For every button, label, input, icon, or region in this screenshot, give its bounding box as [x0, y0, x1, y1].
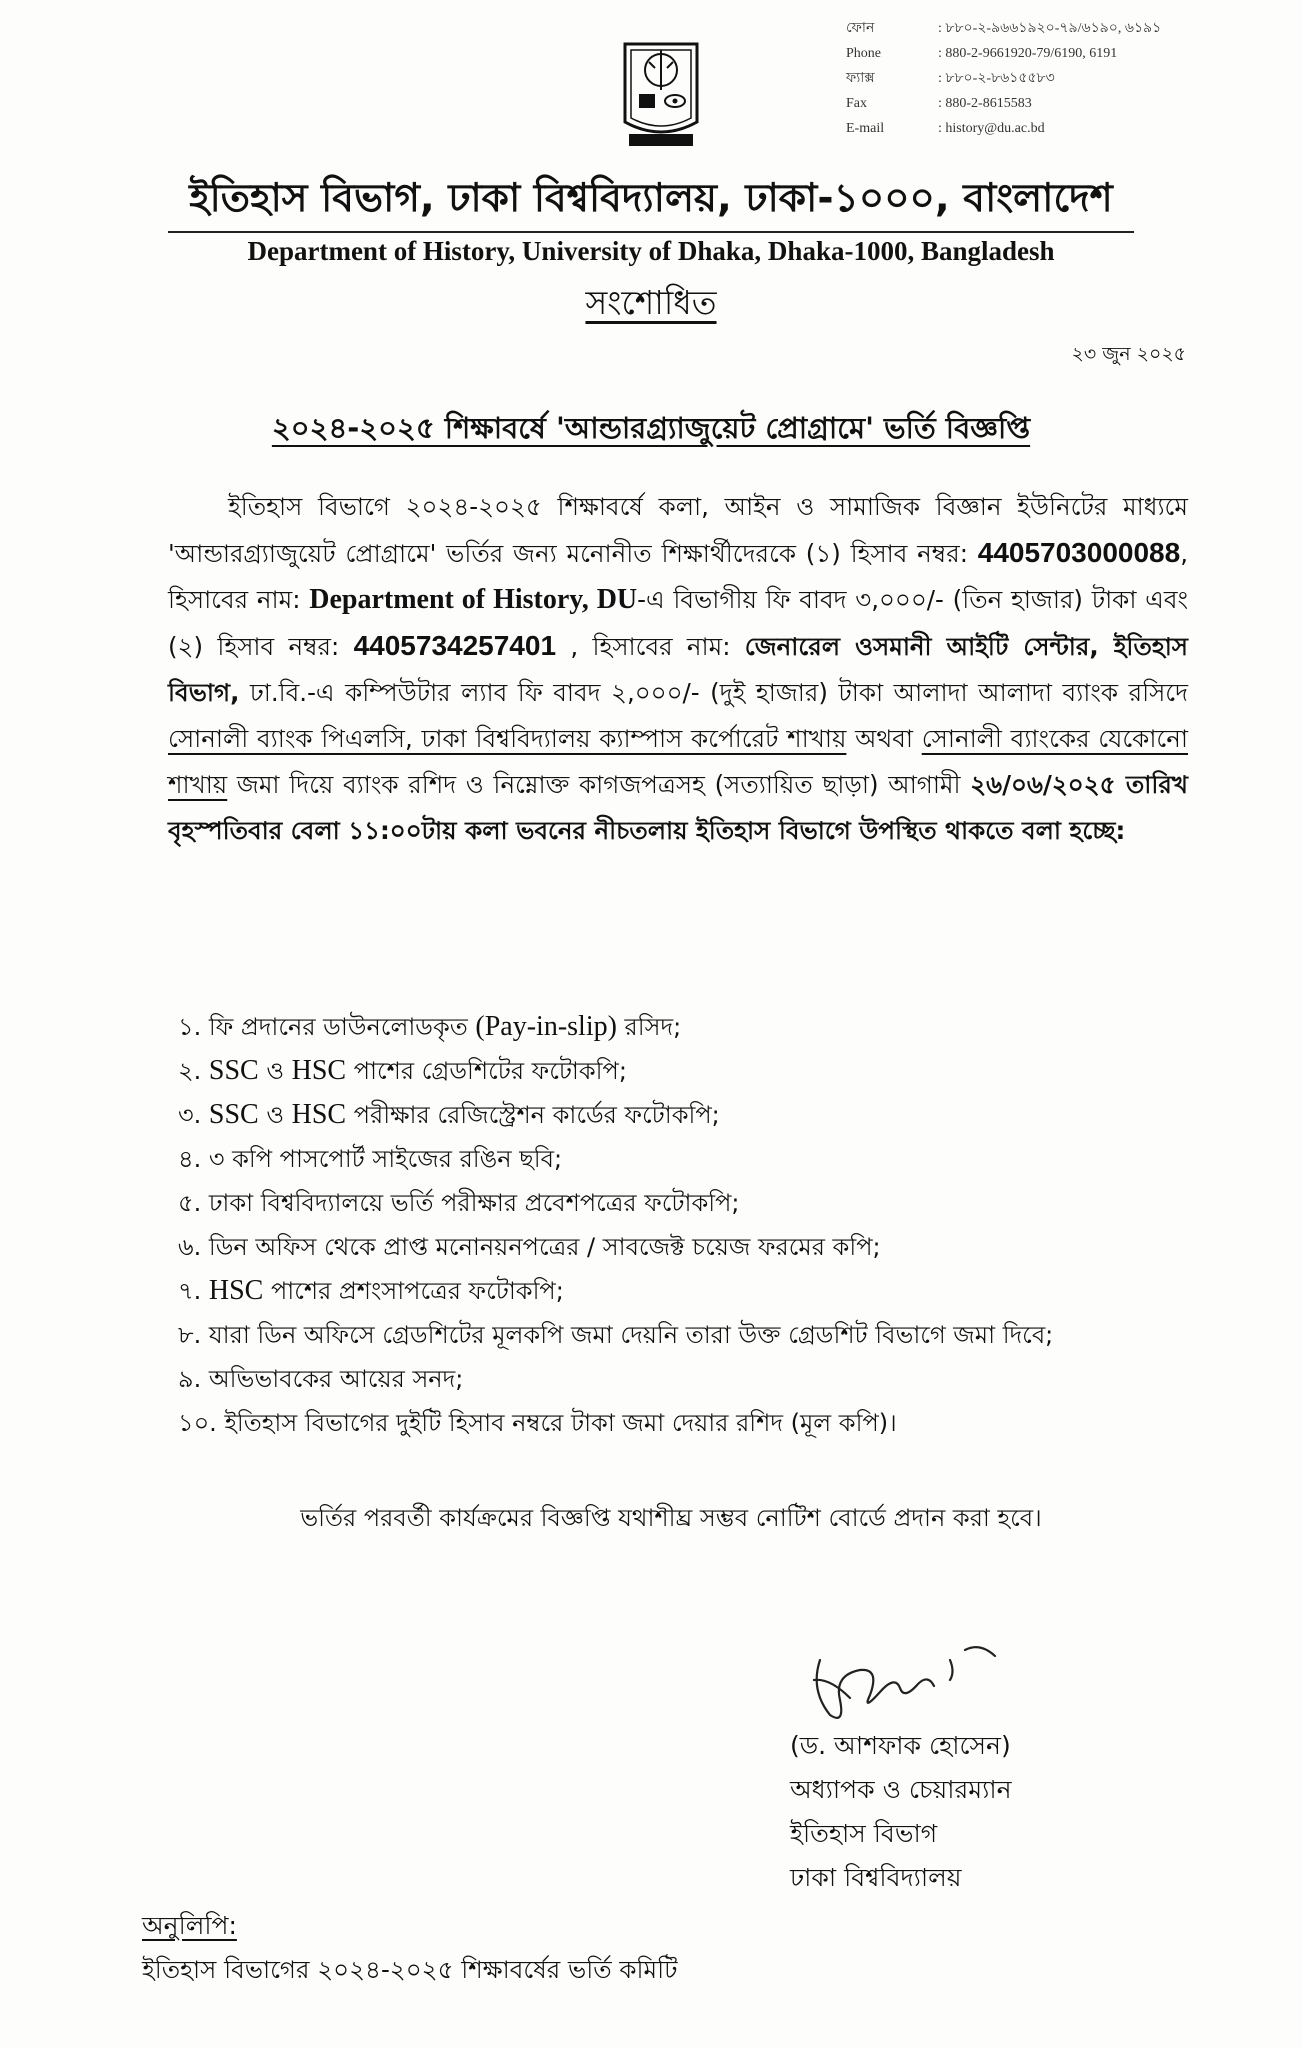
list-item: ৮. যারা ডিন অফিসে গ্রেডশিটের মূলকপি জমা দেয়নি তারা উক্ত গ্রেডশিট বিভাগে জমা দিবে; [178, 1321, 1054, 1349]
signatory-name: (ড. আশফাক হোসেন) [790, 1731, 1011, 1760]
department-title-en: Department of History, University of Dhaka, Dhaka-1000, Bangladesh [247, 236, 1055, 266]
list-item: ২. SSC ও HSC পাশের গ্রেডশিটের ফটোকপি; [178, 1055, 627, 1086]
contact-row: Fax : 880-2-8615583 [846, 96, 1032, 111]
notice-body [168, 484, 1188, 854]
revised-label: সংশোধিত [585, 283, 717, 322]
signatory-university: ঢাকা বিশ্ববিদ্যালয় [790, 1863, 962, 1892]
signature-icon [800, 1620, 1030, 1730]
notice-date: ২৩ জুন ২০২৫ [1071, 343, 1186, 365]
list-item: ৫. ঢাকা বিশ্ববিদ্যালয়ে ভর্তি পরীক্ষার প্রবেশপত্রের ফটোকপি; [178, 1189, 740, 1217]
account-number-1: 4405703000088 [977, 537, 1181, 568]
university-logo-icon [615, 38, 707, 150]
copy-to-label: অনুলিপি: [142, 1911, 237, 1940]
list-item: ৩. SSC ও HSC পরীক্ষার রেজিস্ট্রেশন কার্ডের ফটোকপি; [178, 1099, 720, 1130]
contact-row: ফ্যাক্স : ৮৮০-২-৮৬১৫৫৮৩ [846, 71, 1055, 86]
deadline-text: ২৬/০৬/২০২৫ তারিখ বৃহস্পতিবার বেলা ১১:০০টায় কলা ভবনের নীচতলায় ইতিহাস বিভাগে উপস্থিত থাকতে বলা হচ্ছে: [168, 770, 1188, 845]
signatory-department: ইতিহাস বিভাগ [790, 1819, 938, 1848]
contact-row: ফোন : ৮৮০-২-৯৬৬১৯২০-৭৯/৬১৯০, ৬১৯১ [846, 21, 1162, 36]
account-name-1: Department of History, DU [309, 584, 638, 615]
list-item: ৬. ডিন অফিস থেকে প্রাপ্ত মনোনয়নপত্রের / সাবজেক্ট চয়েজ ফরমের কপি; [178, 1233, 881, 1261]
header-divider [168, 231, 1134, 233]
department-title-bn: ইতিহাস বিভাগ, ঢাকা বিশ্ববিদ্যালয়, ঢাকা-১০০০, বাংলাদেশ [189, 176, 1113, 221]
list-item: ৭. HSC পাশের প্রশংসাপত্রের ফটোকপি; [178, 1275, 564, 1306]
account-number-2: 4405734257401 [353, 630, 557, 661]
copy-to-recipient: ইতিহাস বিভাগের ২০২৪-২০২৫ শিক্ষাবর্ষের ভর্তি কমিটি [142, 1955, 678, 1984]
body-paragraph: ইতিহাস বিভাগে ২০২৪-২০২৫ শিক্ষাবর্ষে কলা, আইন ও সামাজিক বিজ্ঞান ইউনিটের মাধ্যমে 'আন্ডারগ্র্যাজুয়েট প্রোগ্রামে' ভর্তির জন্য মনোনীত শিক্ষার্থীদেরকে (১) হিসাব নম্বর: 4405703000088, হিসাবের নাম: Department of History, DU-এ বিভাগীয় ফি বাবদ ৩,০০০/- (তিন হাজার) টাকা এবং (২) হিসাব নম্বর: 4405734257401 , হিসাবের নাম: জেনারেল ওসমানী আইটি সেন্টার, ইতিহাস বিভাগ, ঢা.বি.-এ কম্পিউটার ল্যাব ফি বাবদ ২,০০০/- (দুই হাজার) টাকা আলাদা আলাদা ব্যাংক রসিদে সোনালী ব্যাংক পিএলসি, ঢাকা বিশ্ববিদ্যালয় ক্যাম্পাস কর্পোরেট শাখায় অথবা সোনালী ব্যাংকের যেকোনো শাখায় জমা দিয়ে ব্যাংক রশিদ ও নিম্নোক্ত কাগজপত্রসহ (সত্যায়িত ছাড়া) আগামী ২৬/০৬/২০২৫ তারিখ বৃহস্পতিবার বেলা ১১:০০টায় কলা ভবনের নীচতলায় ইতিহাস বিভাগে উপস্থিত থাকতে বলা হচ্ছে: [168, 492, 1189, 845]
list-item: ১. ফি প্রদানের ডাউনলোডকৃত (Pay-in-slip) রসিদ; [178, 1011, 682, 1042]
closing-statement: ভর্তির পরবর্তী কার্যক্রমের বিজ্ঞপ্তি যথাশীঘ্র সম্ভব নোটিশ বোর্ডে প্রদান করা হবে। [300, 1504, 1042, 1532]
list-item: ৪. ৩ কপি পাসপোর্ট সাইজের রঙিন ছবি; [178, 1145, 563, 1173]
notice-heading: ২০২৪-২০২৫ শিক্ষাবর্ষে 'আন্ডারগ্র্যাজুয়েট প্রোগ্রামে' ভর্তি বিজ্ঞপ্তি [271, 411, 1031, 445]
bank-branch-primary: সোনালী ব্যাংক পিএলসি, ঢাকা বিশ্ববিদ্যালয় ক্যাম্পাস কর্পোরেট শাখায় [168, 724, 847, 753]
required-documents-list [178, 1005, 1053, 1445]
list-item: ৯. অভিভাবকের আয়ের সনদ; [178, 1365, 464, 1393]
account-name-2: জেনারেল ওসমানী আইটি সেন্টার, ইতিহাস বিভাগ, [168, 632, 1188, 707]
contact-row: E-mail : history@du.ac.bd [846, 121, 1045, 136]
contact-block [846, 16, 1161, 141]
contact-row: Phone : 880-2-9661920-79/6190, 6191 [846, 46, 1118, 61]
signatory-title: অধ্যাপক ও চেয়ারম্যান [790, 1775, 1012, 1804]
signatory-block [790, 1724, 1012, 1900]
bank-branch-any: সোনালী ব্যাংকের যেকোনো শাখায় [168, 724, 1189, 799]
list-item: ১০. ইতিহাস বিভাগের দুইটি হিসাব নম্বরে টাকা জমা দেয়ার রশিদ (মূল কপি)। [178, 1409, 897, 1437]
